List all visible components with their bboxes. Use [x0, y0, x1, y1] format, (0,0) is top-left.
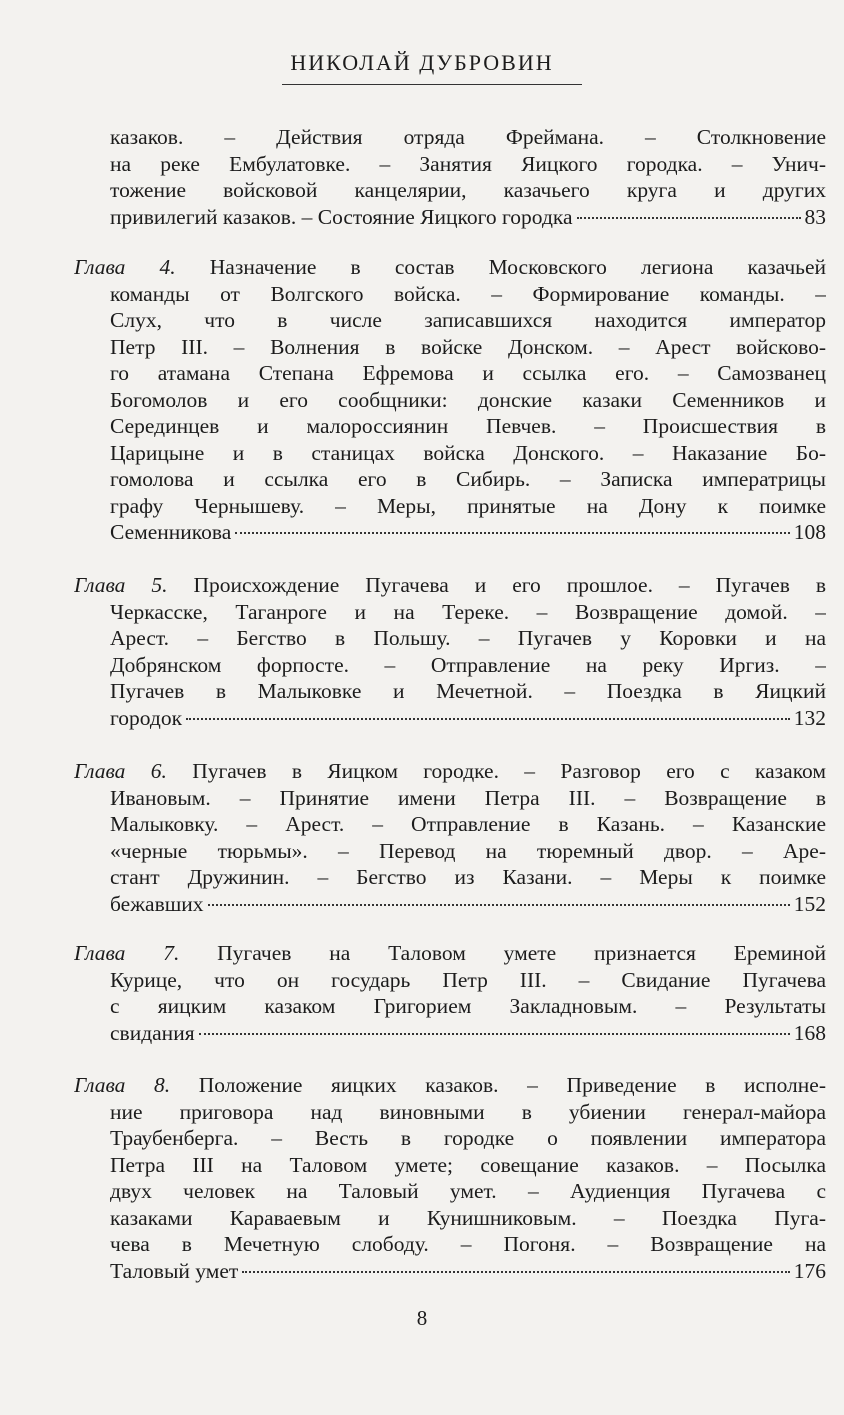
toc-entry-first-text: Пугачев на Таловом умете признается Ереминой — [217, 941, 826, 965]
leader-dots — [242, 1271, 789, 1273]
toc-entry-line: тожение войсковой канцелярии, казачьего круга и других — [110, 178, 826, 202]
toc-entry-first-text: Происхождение Пугачева и его прошлое. – Пугачев в — [193, 573, 826, 597]
toc-entry-line: Курице, что он государь Петр III. – Свидание Пугачева — [110, 967, 826, 992]
toc-entry-line: Царицыне и в станицах войска Донского. – Наказание Бо- — [110, 440, 826, 465]
toc-entry-line: Добрянском форпосте. – Отправление на реку Иргиз. – — [110, 652, 826, 677]
toc-entry-line: графу Чернышеву. – Меры, принятые на Дону к поимке — [110, 493, 826, 518]
toc-entry-line: Арест. – Бегство в Польшу. – Пугачев у Коровки и на — [110, 626, 826, 650]
toc-entry-line: с яицким казаком Григорием Закладновым. – Результаты — [110, 994, 826, 1018]
leader-dots — [186, 718, 790, 720]
toc-entry-last-line — [74, 1020, 826, 1047]
toc-page-number: 132 — [793, 705, 826, 730]
toc-page-number: 83 — [804, 204, 826, 229]
toc-entry-line: Ивановым. – Принятие имени Петра III. – Возвращение в — [110, 785, 826, 810]
page-number: 8 — [416, 1306, 428, 1330]
leader-dots — [235, 532, 789, 534]
toc-entry-last-line — [74, 891, 826, 918]
toc-page-number: 108 — [793, 520, 826, 544]
toc-entry-line: команды от Волгского войска. – Формирование команды. – — [110, 281, 826, 306]
toc-entry-last-line — [74, 1258, 826, 1285]
running-header: НИКОЛАЙ ДУБРОВИН — [290, 50, 554, 75]
chapter-label: Глава 7. — [74, 941, 180, 965]
toc-entry-last-text: свидания — [110, 1020, 195, 1045]
toc-entry-line: на реке Ембулатовке. – Занятия Яицкого городка. – Унич- — [110, 151, 826, 176]
header-rule — [282, 84, 582, 85]
toc-entry-last-text: привилегий казаков. – Состояние Яицкого городка — [110, 204, 573, 229]
toc-entry-line: Богомолов и его сообщники: донские казаки Семенников и — [110, 387, 826, 412]
toc-entry-line: го атамана Степана Ефремова и ссылка его. – Самозванец — [110, 361, 826, 385]
toc-entry-first-text: Пугачев в Яицком городке. – Разговор его с казаком — [192, 759, 826, 783]
toc-entry-line: Пугачев в Малыковке и Мечетной. – Поездка в Яицкий — [110, 679, 826, 703]
toc-page-number: 152 — [793, 891, 826, 916]
chapter-label: Глава 8. — [74, 1073, 171, 1097]
toc-entry-last-text: городок — [110, 705, 183, 730]
toc-entry-last-text: бежавших — [110, 891, 204, 916]
toc-entry-line: Слух, что в числе записавшихся находится император — [110, 308, 826, 332]
toc-entry-line: Петра III на Таловом умете; совещание казаков. – Посылка — [110, 1152, 826, 1177]
toc-entry-line: чева в Мечетную слободу. – Погоня. – Возвращение на — [110, 1232, 826, 1256]
toc-entry — [74, 124, 826, 230]
toc-entry-line: казаков. – Действия отряда Фреймана. – Столкновение — [110, 125, 826, 149]
toc-entry-chapter-6 — [74, 758, 826, 917]
toc-entry-first-text: Положение яицких казаков. – Приведение в исполне- — [198, 1073, 826, 1097]
toc-entry-chapter-8 — [74, 1072, 826, 1284]
toc-entry-line: двух человек на Таловый умет. – Аудиенция Пугачева с — [110, 1179, 826, 1203]
toc-entry-first-line — [74, 758, 826, 785]
toc-entry-last-line — [74, 519, 826, 546]
toc-entry-line: Малыковку. – Арест. – Отправление в Казань. – Казанские — [110, 812, 826, 836]
toc-entry-line: Серединцев и малороссиянин Певчев. – Происшествия в — [110, 414, 826, 438]
toc-entry-line: стант Дружинин. – Бегство из Казани. – Меры к поимке — [110, 865, 826, 889]
toc-entry-last-line — [74, 705, 826, 732]
toc-entry-line: Петр III. – Волнения в войске Донском. – Арест войсково- — [110, 334, 826, 359]
toc-entry-line: гомолова и ссылка его в Сибирь. – Записка императрицы — [110, 467, 826, 491]
toc-entry-line: Черкасске, Таганроге и на Тереке. – Возвращение домой. – — [110, 599, 826, 624]
toc-entry-last-text: Семенникова — [110, 520, 232, 544]
toc-page-number: 168 — [793, 1020, 826, 1045]
toc-entry-chapter-5 — [74, 572, 826, 731]
leader-dots — [577, 217, 801, 219]
toc-entry-first-line — [74, 572, 826, 599]
toc-entry-chapter-7 — [74, 940, 826, 1046]
toc-page-number: 176 — [793, 1258, 826, 1283]
toc-entry-first-line — [74, 1072, 826, 1099]
toc-entry-first-line — [74, 254, 826, 281]
toc-entry-line: ние приговора над виновными в убиении генерал-майора — [110, 1099, 826, 1124]
toc-entry-line: «черные тюрьмы». – Перевод на тюремный двор. – Аре- — [110, 838, 826, 863]
toc-entry-last-line — [74, 204, 826, 231]
toc-entry-last-text: Таловый умет — [110, 1258, 239, 1283]
toc-entry-line: казаками Караваевым и Кунишниковым. – Поездка Пуга- — [110, 1205, 826, 1230]
chapter-label: Глава 6. — [74, 759, 167, 783]
leader-dots — [199, 1033, 790, 1035]
chapter-label: Глава 5. — [74, 573, 168, 597]
toc-entry-first-line — [74, 940, 826, 967]
chapter-label: Глава 4. — [74, 255, 176, 279]
leader-dots — [208, 904, 790, 906]
toc-entry-line: Траубенберга. – Весть в городке о появлении императора — [110, 1126, 826, 1150]
toc-entry-chapter-4 — [74, 254, 826, 546]
toc-entry-first-text: Назначение в состав Московского легиона казачьей — [209, 255, 826, 279]
